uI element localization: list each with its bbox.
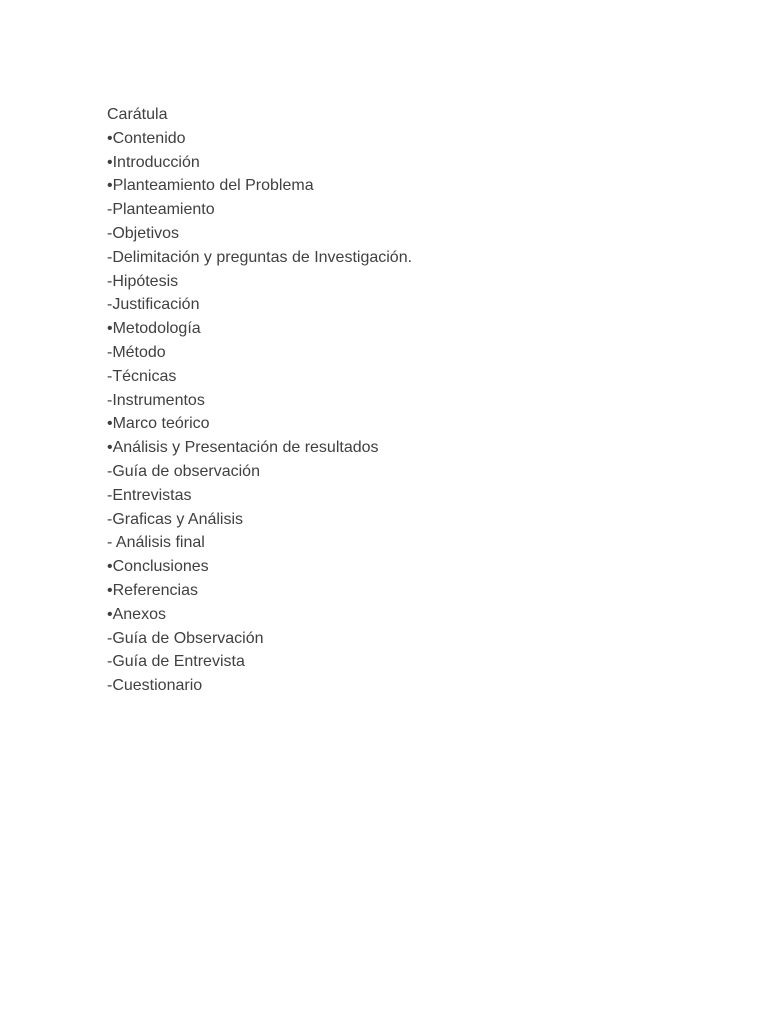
outline-line: •Contenido [107,129,186,147]
outline-line: -Guía de observación [107,462,260,480]
outline-line: -Justificación [107,296,200,314]
outline-line: •Metodología [107,320,201,338]
outline-line: •Anexos [107,605,166,623]
outline-line: •Referencias [107,581,198,599]
outline-line: -Delimitación y preguntas de Investigación. [107,248,413,266]
outline-line: -Planteamiento [107,201,215,219]
outline-line: •Análisis y Presentación de resultados [107,439,379,457]
outline-line: •Planteamiento del Problema [107,177,314,195]
outline-line: Carátula [107,106,168,123]
outline-line: -Hipótesis [107,272,179,290]
outline-line: -Entrevistas [107,486,192,504]
outline-line: •Introducción [107,153,200,171]
outline-line: -Cuestionario [107,677,203,695]
outline-line: -Guía de Observación [107,629,264,647]
outline-line: •Conclusiones [107,558,209,576]
table-of-contents-outline [107,103,412,698]
outline-line: - Análisis final [107,534,205,552]
outline-line: -Método [107,343,166,361]
outline-line: -Técnicas [107,367,177,385]
outline-line: -Graficas y Análisis [107,510,244,528]
outline-line: -Objetivos [107,224,180,242]
outline-line: -Instrumentos [107,391,205,409]
outline-line: •Marco teórico [107,415,210,433]
outline-line: -Guía de Entrevista [107,653,245,671]
